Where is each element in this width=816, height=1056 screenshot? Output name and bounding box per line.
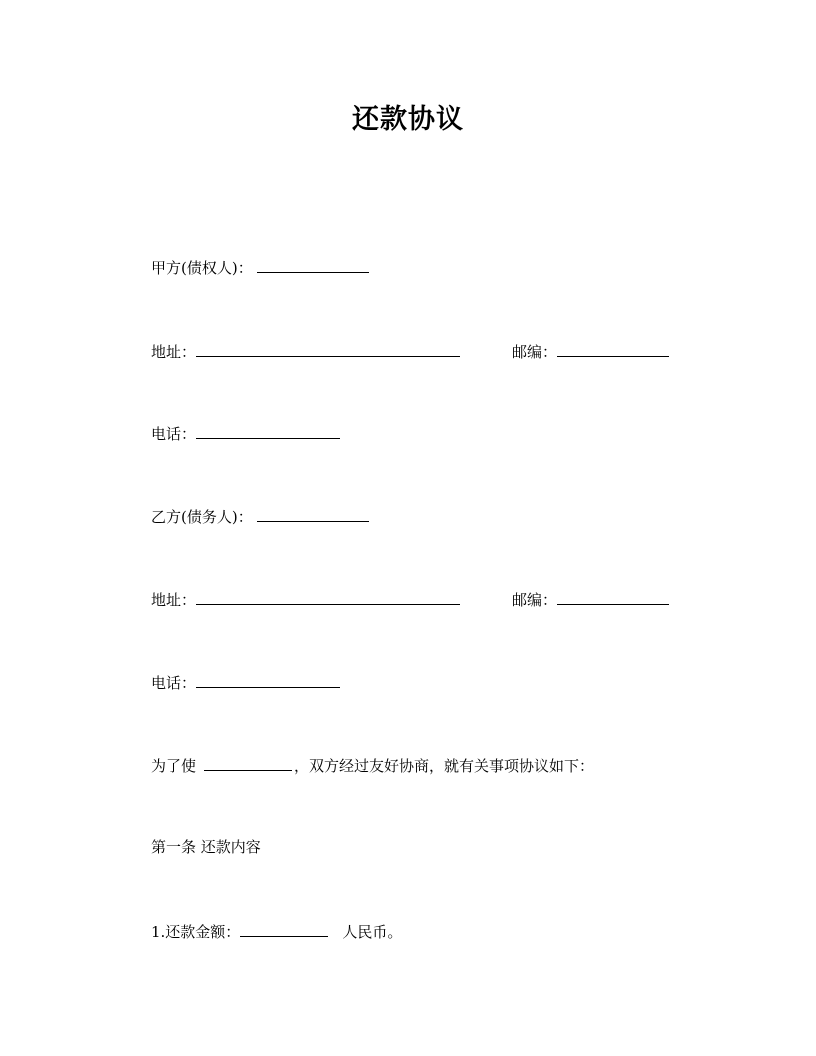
- party-a-line: [151, 256, 369, 278]
- party-b-line: [151, 505, 369, 527]
- party-a-zip-label: 邮编：: [512, 343, 558, 361]
- party-b-name-blank[interactable]: [257, 505, 369, 522]
- document-title: 还款协议: [352, 104, 464, 135]
- article-1-item-1-line: [151, 920, 402, 942]
- party-b-zip-blank[interactable]: [557, 588, 669, 605]
- party-a-address-line: [151, 340, 460, 362]
- party-b-address-blank[interactable]: [196, 588, 460, 605]
- party-a-name-blank[interactable]: [257, 256, 369, 273]
- repayment-amount-label: 1.还款金额：: [151, 923, 241, 941]
- repayment-amount-unit: 人民币。: [342, 923, 403, 941]
- party-b-zip-label: 邮编：: [512, 591, 558, 609]
- party-a-zip-blank[interactable]: [557, 340, 669, 357]
- preamble-suffix: ，双方经过友好协商，就有关事项协议如下：: [294, 757, 595, 775]
- party-a-phone-line: [151, 422, 340, 444]
- article-1-heading: 第一条 还款内容: [151, 838, 261, 856]
- party-a-address-label: 地址：: [151, 343, 197, 361]
- party-b-zip-line: [512, 588, 669, 610]
- party-a-label: 甲方(债权人)：: [151, 259, 253, 277]
- party-a-phone-label: 电话：: [151, 425, 197, 443]
- preamble-prefix: 为了使: [151, 757, 197, 775]
- party-a-zip-line: [512, 340, 669, 362]
- party-b-address-label: 地址：: [151, 591, 197, 609]
- party-a-phone-blank[interactable]: [196, 422, 340, 439]
- party-b-label: 乙方(债务人)：: [151, 508, 253, 526]
- party-a-address-blank[interactable]: [196, 340, 460, 357]
- party-b-address-line: [151, 588, 460, 610]
- party-b-phone-line: [151, 671, 340, 693]
- purpose-blank[interactable]: [204, 754, 292, 771]
- party-b-phone-label: 电话：: [151, 674, 197, 692]
- party-b-phone-blank[interactable]: [196, 671, 340, 688]
- preamble-line: [151, 754, 594, 776]
- repayment-amount-blank[interactable]: [240, 920, 328, 937]
